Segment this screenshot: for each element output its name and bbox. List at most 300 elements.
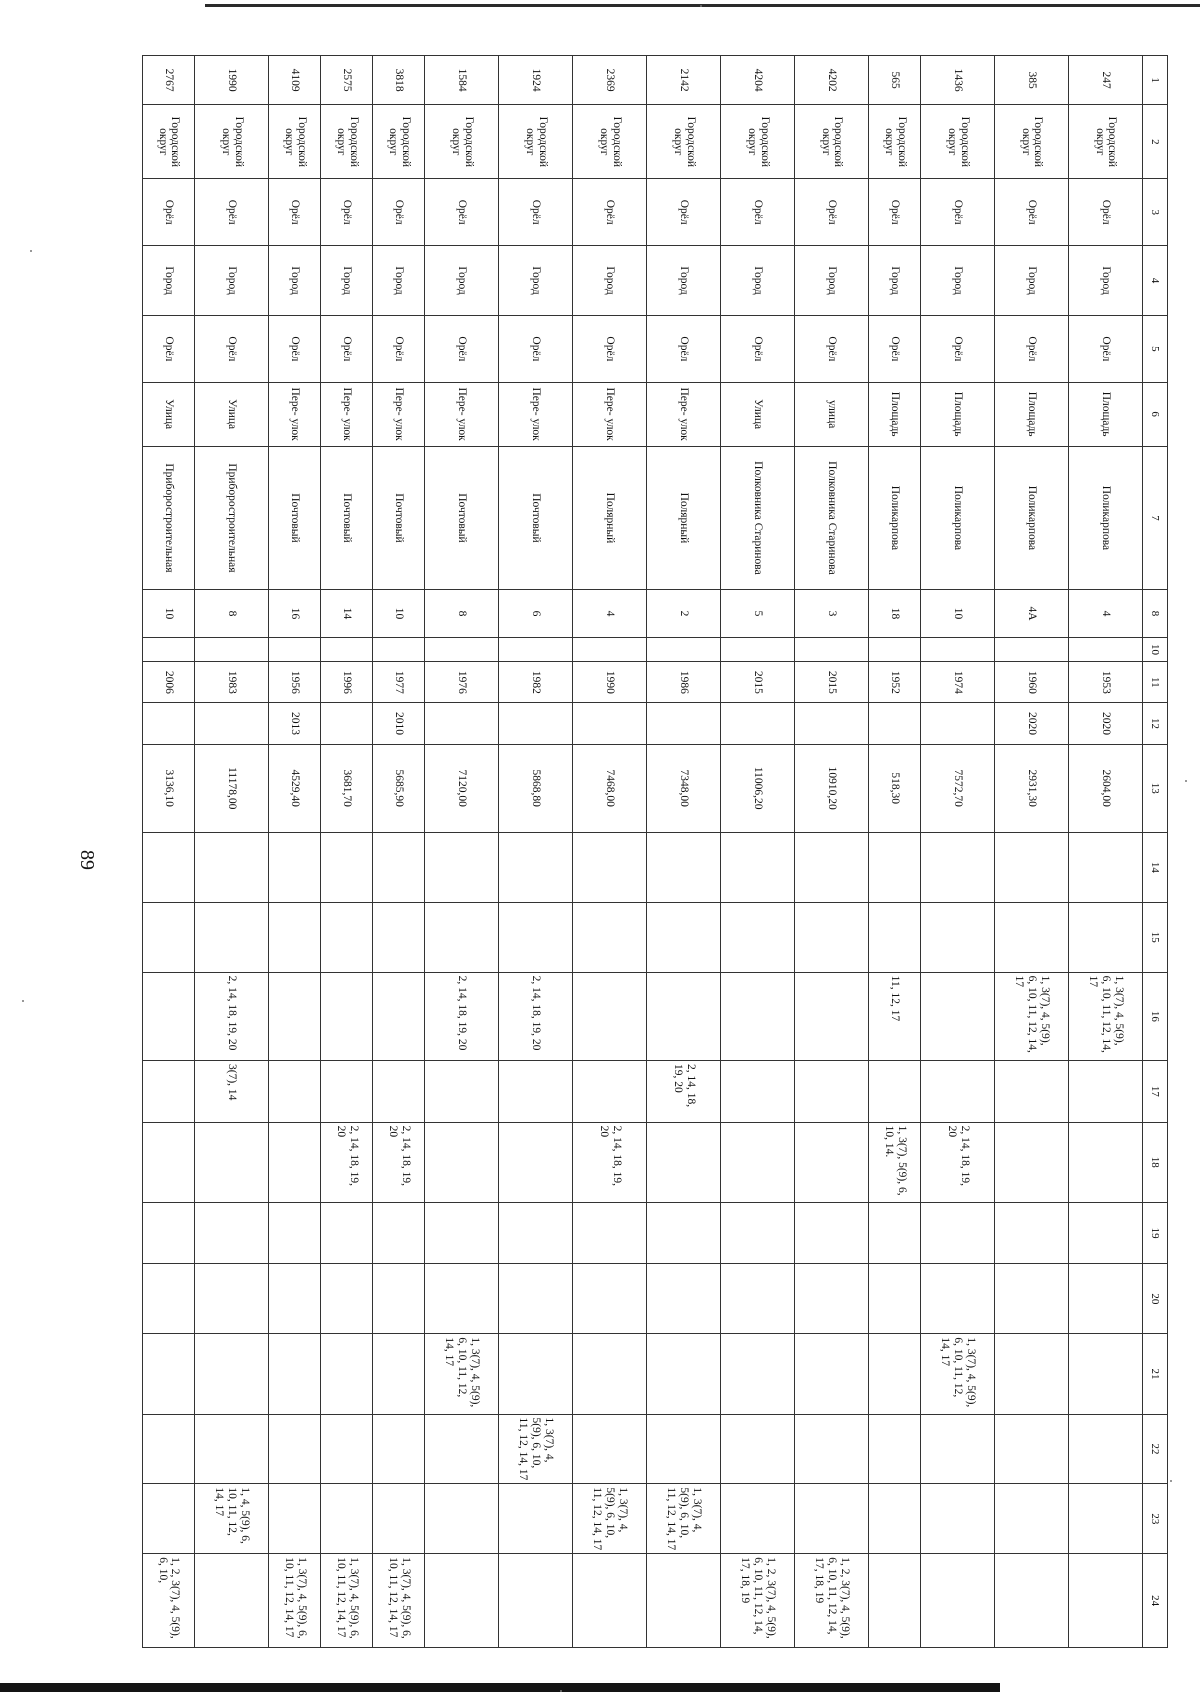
table-cell-c14 — [195, 832, 269, 902]
table-row — [321, 56, 373, 1648]
table-cell-c21 — [869, 1334, 921, 1414]
table-cell-c2: Городской округ — [795, 105, 869, 179]
table-cell-c19 — [1069, 1202, 1143, 1264]
table-cell-c6: Площадь — [869, 382, 921, 446]
scan-bottom-rule — [0, 1683, 1000, 1692]
table-cell-c18 — [425, 1122, 499, 1202]
table-cell-c3: Орёл — [1069, 179, 1143, 246]
rotated-table-container — [142, 55, 1168, 1648]
table-cell-c15 — [573, 902, 647, 972]
table-cell-c8: 18 — [869, 590, 921, 637]
table-cell-c20 — [499, 1264, 573, 1334]
table-cell-c1: 565 — [869, 56, 921, 105]
table-cell-c6: Площадь — [995, 382, 1069, 446]
table-cell-c8: 10 — [373, 590, 425, 637]
table-cell-c7: Почтовый — [499, 446, 573, 590]
table-cell-c20 — [373, 1264, 425, 1334]
table-cell-c18: 1, 3(7), 5(9), 6, 10, 14. — [869, 1122, 921, 1202]
table-cell-c8: 2 — [647, 590, 721, 637]
table-cell-c10 — [269, 637, 321, 662]
table-cell-c16: 1, 3(7), 4, 5(9), 6, 10, 11, 12, 14, 17 — [995, 972, 1069, 1060]
table-cell-c18 — [647, 1122, 721, 1202]
table-cell-c10 — [499, 637, 573, 662]
table-cell-c22 — [795, 1414, 869, 1484]
table-cell-c10 — [573, 637, 647, 662]
table-cell-c19 — [269, 1202, 321, 1264]
table-cell-c2: Городской округ — [321, 105, 373, 179]
table-cell-c16 — [721, 972, 795, 1060]
table-cell-c7: Почтовый — [373, 446, 425, 590]
table-cell-c12: 2020 — [1069, 703, 1143, 744]
table-cell-c24: 1, 2, 3(7), 4, 5(9), 6, 10, 11, 12, 14, 17, 18, 19 — [795, 1554, 869, 1648]
table-cell-c18 — [195, 1122, 269, 1202]
column-number-header: 24 — [1143, 1554, 1168, 1648]
table-cell-c17 — [373, 1061, 425, 1123]
column-number-header: 3 — [1143, 179, 1168, 246]
column-number-header: 11 — [1143, 662, 1168, 703]
table-cell-c23 — [721, 1484, 795, 1554]
table-cell-c7: Поликарпова — [869, 446, 921, 590]
table-cell-c22 — [321, 1414, 373, 1484]
scan-speck — [1170, 1480, 1172, 1482]
table-cell-c1: 2369 — [573, 56, 647, 105]
table-cell-c17 — [795, 1061, 869, 1123]
table-cell-c5: Орёл — [869, 315, 921, 382]
table-cell-c2: Городской округ — [143, 105, 195, 179]
table-cell-c12 — [425, 703, 499, 744]
table-cell-c23: 1, 3(7), 4, 5(9), 6, 10, 11, 12, 14, 17 — [647, 1484, 721, 1554]
table-cell-c22 — [721, 1414, 795, 1484]
table-cell-c4: Город — [425, 246, 499, 316]
table-cell-c3: Орёл — [869, 179, 921, 246]
table-cell-c24 — [869, 1554, 921, 1648]
table-cell-c8: 8 — [425, 590, 499, 637]
table-cell-c1: 2575 — [321, 56, 373, 105]
table-cell-c15 — [921, 902, 995, 972]
table-cell-c22 — [869, 1414, 921, 1484]
column-number-header: 18 — [1143, 1122, 1168, 1202]
column-number-header: 16 — [1143, 972, 1168, 1060]
table-cell-c16 — [373, 972, 425, 1060]
table-cell-c15 — [647, 902, 721, 972]
table-cell-c4: Город — [995, 246, 1069, 316]
table-cell-c13: 518,30 — [869, 744, 921, 832]
table-cell-c19 — [647, 1202, 721, 1264]
table-cell-c1: 1924 — [499, 56, 573, 105]
table-cell-c4: Город — [373, 246, 425, 316]
table-cell-c7: Приборостроительная — [143, 446, 195, 590]
table-cell-c19 — [373, 1202, 425, 1264]
column-number-header: 2 — [1143, 105, 1168, 179]
column-number-header: 17 — [1143, 1061, 1168, 1123]
table-cell-c10 — [921, 637, 995, 662]
table-cell-c22: 1, 3(7), 4, 5(9), 6, 10, 11, 12, 14, 17 — [499, 1414, 573, 1484]
table-cell-c10 — [647, 637, 721, 662]
table-cell-c5: Орёл — [425, 315, 499, 382]
table-cell-c18: 2, 14, 18, 19, 20 — [321, 1122, 373, 1202]
scan-top-rule — [205, 4, 1200, 7]
table-cell-c20 — [721, 1264, 795, 1334]
table-cell-c6: улица — [795, 382, 869, 446]
table-cell-c14 — [647, 832, 721, 902]
column-number-header: 7 — [1143, 446, 1168, 590]
table-cell-c18 — [143, 1122, 195, 1202]
table-cell-c18 — [499, 1122, 573, 1202]
table-cell-c3: Орёл — [373, 179, 425, 246]
table-cell-c7: Почтовый — [425, 446, 499, 590]
table-row — [921, 56, 995, 1648]
table-cell-c4: Город — [869, 246, 921, 316]
scan-speck — [1185, 780, 1187, 782]
table-cell-c21 — [721, 1334, 795, 1414]
table-cell-c15 — [373, 902, 425, 972]
table-cell-c21 — [321, 1334, 373, 1414]
table-cell-c20 — [195, 1264, 269, 1334]
table-cell-c2: Городской округ — [869, 105, 921, 179]
table-cell-c7: Полярный — [647, 446, 721, 590]
table-cell-c23 — [321, 1484, 373, 1554]
table-row — [721, 56, 795, 1648]
housing-register-table — [142, 55, 1168, 1648]
table-cell-c21 — [647, 1334, 721, 1414]
table-cell-c12 — [795, 703, 869, 744]
table-cell-c24 — [425, 1554, 499, 1648]
table-cell-c3: Орёл — [425, 179, 499, 246]
table-cell-c11: 1983 — [195, 662, 269, 703]
table-cell-c11: 1956 — [269, 662, 321, 703]
table-cell-c15 — [195, 902, 269, 972]
table-cell-c8: 4 — [573, 590, 647, 637]
table-cell-c14 — [143, 832, 195, 902]
table-cell-c15 — [795, 902, 869, 972]
table-cell-c20 — [647, 1264, 721, 1334]
table-cell-c13: 3681,70 — [321, 744, 373, 832]
table-cell-c16 — [269, 972, 321, 1060]
table-cell-c13: 7572,70 — [921, 744, 995, 832]
table-cell-c22 — [1069, 1414, 1143, 1484]
table-cell-c16: 11, 12, 17 — [869, 972, 921, 1060]
table-cell-c21 — [995, 1334, 1069, 1414]
table-cell-c18 — [1069, 1122, 1143, 1202]
table-cell-c5: Орёл — [373, 315, 425, 382]
table-cell-c3: Орёл — [499, 179, 573, 246]
table-cell-c20 — [795, 1264, 869, 1334]
table-cell-c6: Улица — [195, 382, 269, 446]
table-cell-c1: 385 — [995, 56, 1069, 105]
table-cell-c14 — [425, 832, 499, 902]
table-cell-c22 — [995, 1414, 1069, 1484]
table-cell-c6: Улица — [143, 382, 195, 446]
table-cell-c20 — [425, 1264, 499, 1334]
table-cell-c6: Пере- улок — [425, 382, 499, 446]
table-cell-c3: Орёл — [795, 179, 869, 246]
table-cell-c3: Орёл — [321, 179, 373, 246]
table-cell-c5: Орёл — [995, 315, 1069, 382]
table-cell-c4: Город — [143, 246, 195, 316]
table-cell-c14 — [921, 832, 995, 902]
table-cell-c17 — [143, 1061, 195, 1123]
table-cell-c22 — [143, 1414, 195, 1484]
table-cell-c20 — [143, 1264, 195, 1334]
table-cell-c6: Пере- улок — [269, 382, 321, 446]
table-cell-c4: Город — [1069, 246, 1143, 316]
table-cell-c18 — [269, 1122, 321, 1202]
table-cell-c16 — [921, 972, 995, 1060]
table-cell-c3: Орёл — [269, 179, 321, 246]
table-cell-c5: Орёл — [721, 315, 795, 382]
table-cell-c14 — [869, 832, 921, 902]
table-cell-c17 — [921, 1061, 995, 1123]
table-cell-c5: Орёл — [143, 315, 195, 382]
table-cell-c24 — [995, 1554, 1069, 1648]
page-number: 89 — [76, 850, 98, 870]
table-cell-c5: Орёл — [499, 315, 573, 382]
table-cell-c15 — [269, 902, 321, 972]
table-row — [1069, 56, 1143, 1648]
table-cell-c11: 1996 — [321, 662, 373, 703]
table-cell-c13: 5685,90 — [373, 744, 425, 832]
table-cell-c11: 1953 — [1069, 662, 1143, 703]
table-cell-c19 — [795, 1202, 869, 1264]
table-cell-c16: 2, 14, 18, 19, 20 — [499, 972, 573, 1060]
table-cell-c7: Полковника Старинова — [721, 446, 795, 590]
table-cell-c4: Город — [195, 246, 269, 316]
table-cell-c2: Городской округ — [373, 105, 425, 179]
column-number-header: 8 — [1143, 590, 1168, 637]
table-cell-c23: 1, 3(7), 4, 5(9), 6, 10, 11, 12, 14, 17 — [573, 1484, 647, 1554]
table-cell-c13: 7120,00 — [425, 744, 499, 832]
table-cell-c15 — [1069, 902, 1143, 972]
table-cell-c5: Орёл — [269, 315, 321, 382]
table-cell-c10 — [869, 637, 921, 662]
table-cell-c19 — [721, 1202, 795, 1264]
column-number-header: 20 — [1143, 1264, 1168, 1334]
table-row — [143, 56, 195, 1648]
table-cell-c14 — [795, 832, 869, 902]
table-cell-c21: 1, 3(7), 4, 5(9), 6, 10, 11, 12, 14, 17 — [921, 1334, 995, 1414]
table-cell-c12 — [573, 703, 647, 744]
table-cell-c12 — [921, 703, 995, 744]
table-cell-c19 — [995, 1202, 1069, 1264]
table-cell-c12 — [869, 703, 921, 744]
table-cell-c22 — [373, 1414, 425, 1484]
table-cell-c5: Орёл — [1069, 315, 1143, 382]
scan-speck — [22, 1000, 24, 1002]
table-cell-c11: 1986 — [647, 662, 721, 703]
table-cell-c13: 7348,00 — [647, 744, 721, 832]
table-cell-c19 — [869, 1202, 921, 1264]
table-cell-c23 — [995, 1484, 1069, 1554]
table-cell-c17 — [321, 1061, 373, 1123]
table-cell-c23 — [269, 1484, 321, 1554]
table-cell-c1: 2142 — [647, 56, 721, 105]
table-cell-c1: 4202 — [795, 56, 869, 105]
table-cell-c11: 2006 — [143, 662, 195, 703]
table-cell-c10 — [995, 637, 1069, 662]
column-number-header: 14 — [1143, 832, 1168, 902]
table-cell-c24 — [1069, 1554, 1143, 1648]
column-number-header: 12 — [1143, 703, 1168, 744]
table-cell-c17 — [269, 1061, 321, 1123]
table-cell-c7: Приборостроительная — [195, 446, 269, 590]
table-cell-c24 — [573, 1554, 647, 1648]
table-cell-c17 — [573, 1061, 647, 1123]
table-cell-c3: Орёл — [647, 179, 721, 246]
table-cell-c20 — [269, 1264, 321, 1334]
table-cell-c14 — [321, 832, 373, 902]
table-cell-c24 — [921, 1554, 995, 1648]
column-number-header: 5 — [1143, 315, 1168, 382]
column-number-header: 19 — [1143, 1202, 1168, 1264]
table-cell-c21 — [499, 1334, 573, 1414]
table-cell-c14 — [499, 832, 573, 902]
table-cell-c4: Город — [921, 246, 995, 316]
table-cell-c21 — [573, 1334, 647, 1414]
table-cell-c4: Город — [647, 246, 721, 316]
table-cell-c13: 2604,00 — [1069, 744, 1143, 832]
table-cell-c7: Почтовый — [269, 446, 321, 590]
table-cell-c3: Орёл — [921, 179, 995, 246]
table-cell-c19 — [321, 1202, 373, 1264]
table-cell-c8: 3 — [795, 590, 869, 637]
table-cell-c12: 2020 — [995, 703, 1069, 744]
table-cell-c18: 2, 14, 18, 19, 20 — [573, 1122, 647, 1202]
table-cell-c8: 5 — [721, 590, 795, 637]
table-cell-c2: Городской округ — [995, 105, 1069, 179]
table-cell-c11: 1977 — [373, 662, 425, 703]
table-cell-c11: 2015 — [795, 662, 869, 703]
table-cell-c8: 4А — [995, 590, 1069, 637]
table-cell-c6: Площадь — [1069, 382, 1143, 446]
table-cell-c23 — [143, 1484, 195, 1554]
table-cell-c15 — [721, 902, 795, 972]
table-cell-c4: Город — [573, 246, 647, 316]
table-cell-c20 — [1069, 1264, 1143, 1334]
table-cell-c22 — [647, 1414, 721, 1484]
table-cell-c7: Поликарпова — [995, 446, 1069, 590]
table-row — [647, 56, 721, 1648]
table-cell-c2: Городской округ — [425, 105, 499, 179]
table-row — [573, 56, 647, 1648]
table-row — [373, 56, 425, 1648]
table-cell-c7: Почтовый — [321, 446, 373, 590]
table-cell-c22 — [573, 1414, 647, 1484]
table-cell-c21 — [795, 1334, 869, 1414]
table-cell-c22 — [269, 1414, 321, 1484]
table-cell-c20 — [869, 1264, 921, 1334]
table-cell-c14 — [721, 832, 795, 902]
table-cell-c10 — [795, 637, 869, 662]
table-cell-c8: 14 — [321, 590, 373, 637]
table-cell-c10 — [1069, 637, 1143, 662]
table-cell-c4: Город — [269, 246, 321, 316]
table-cell-c17 — [995, 1061, 1069, 1123]
table-cell-c16 — [647, 972, 721, 1060]
table-cell-c19 — [573, 1202, 647, 1264]
table-cell-c19 — [921, 1202, 995, 1264]
table-cell-c21 — [143, 1334, 195, 1414]
table-cell-c10 — [373, 637, 425, 662]
table-cell-c16 — [573, 972, 647, 1060]
table-cell-c14 — [373, 832, 425, 902]
table-cell-c18 — [795, 1122, 869, 1202]
table-cell-c7: Полярный — [573, 446, 647, 590]
table-cell-c12: 2013 — [269, 703, 321, 744]
table-cell-c10 — [721, 637, 795, 662]
table-cell-c13: 4529,40 — [269, 744, 321, 832]
table-row — [995, 56, 1069, 1648]
table-row — [195, 56, 269, 1648]
table-row — [499, 56, 573, 1648]
table-cell-c1: 247 — [1069, 56, 1143, 105]
table-cell-c2: Городской округ — [1069, 105, 1143, 179]
table-cell-c8: 6 — [499, 590, 573, 637]
table-cell-c17: 3(7), 14 — [195, 1061, 269, 1123]
table-cell-c16: 1, 3(7), 4, 5(9), 6, 10, 11, 12, 14, 17 — [1069, 972, 1143, 1060]
table-cell-c5: Орёл — [647, 315, 721, 382]
table-cell-c8: 4 — [1069, 590, 1143, 637]
table-row — [869, 56, 921, 1648]
table-cell-c20 — [321, 1264, 373, 1334]
table-cell-c12 — [499, 703, 573, 744]
table-cell-c23 — [795, 1484, 869, 1554]
table-cell-c22 — [425, 1414, 499, 1484]
table-cell-c6: Пере- улок — [647, 382, 721, 446]
table-cell-c4: Город — [499, 246, 573, 316]
table-cell-c8: 8 — [195, 590, 269, 637]
table-cell-c12 — [195, 703, 269, 744]
table-cell-c2: Городской округ — [647, 105, 721, 179]
table-cell-c2: Городской округ — [573, 105, 647, 179]
table-cell-c12 — [321, 703, 373, 744]
table-cell-c1: 4109 — [269, 56, 321, 105]
table-cell-c6: Пере- улок — [573, 382, 647, 446]
table-cell-c5: Орёл — [573, 315, 647, 382]
table-cell-c5: Орёл — [921, 315, 995, 382]
table-cell-c24 — [647, 1554, 721, 1648]
table-cell-c16 — [321, 972, 373, 1060]
table-cell-c11: 2015 — [721, 662, 795, 703]
table-cell-c23 — [869, 1484, 921, 1554]
scan-speck — [560, 1690, 562, 1692]
column-number-header: 13 — [1143, 744, 1168, 832]
table-cell-c14 — [573, 832, 647, 902]
table-cell-c12 — [721, 703, 795, 744]
table-cell-c13: 7468,00 — [573, 744, 647, 832]
column-number-header: 4 — [1143, 246, 1168, 316]
table-cell-c2: Городской округ — [195, 105, 269, 179]
table-cell-c7: Поликарпова — [921, 446, 995, 590]
table-cell-c2: Городской округ — [921, 105, 995, 179]
table-cell-c13: 3136,10 — [143, 744, 195, 832]
table-cell-c12: 2010 — [373, 703, 425, 744]
column-number-header: 10 — [1143, 637, 1168, 662]
table-cell-c6: Пере- улок — [499, 382, 573, 446]
table-cell-c1: 2767 — [143, 56, 195, 105]
table-cell-c2: Городской округ — [269, 105, 321, 179]
table-cell-c6: Пере- улок — [321, 382, 373, 446]
table-cell-c24 — [195, 1554, 269, 1648]
table-cell-c17: 2, 14, 18, 19, 20 — [647, 1061, 721, 1123]
column-number-header: 21 — [1143, 1334, 1168, 1414]
table-cell-c4: Город — [795, 246, 869, 316]
table-row — [795, 56, 869, 1648]
table-cell-c16: 2, 14, 18, 19, 20 — [195, 972, 269, 1060]
table-cell-c10 — [195, 637, 269, 662]
table-cell-c12 — [143, 703, 195, 744]
table-cell-c1: 1990 — [195, 56, 269, 105]
column-number-header: 23 — [1143, 1484, 1168, 1554]
